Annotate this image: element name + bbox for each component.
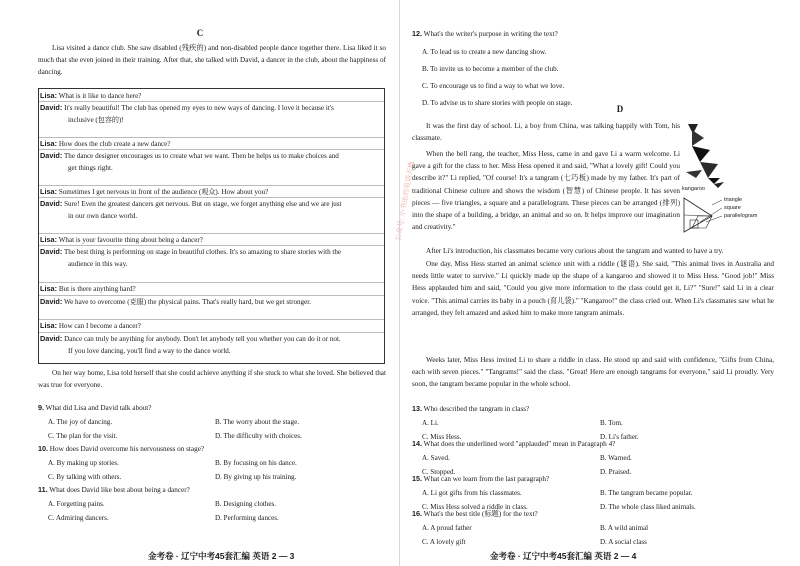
speaker-name: David: (40, 334, 63, 343)
dialogue-text: It's really beautiful! The club has opened my eyes to new ways of dancing. I love it because it's (64, 104, 334, 112)
answer-option: B. Warned. (600, 454, 632, 462)
dialogue-text-cont: If you love dancing, you'll find a way to the dance world. (68, 347, 231, 356)
passage-d-paragraph: After Li's introduction, his classmates became very curious about the tangram and wanted to have a try. (426, 247, 724, 255)
answer-option: B. Designing clothes. (215, 500, 277, 508)
dialogue-text-cont: inclusive (包容的)! (68, 116, 124, 125)
answer-option: A. To lead us to create a new dancing show. (422, 48, 547, 56)
question (412, 28, 782, 40)
watermark: 公众号: 小书虫的英语天地 (393, 160, 416, 242)
figure-label-square: square (724, 205, 741, 211)
question (38, 484, 388, 496)
right-footer: 金考卷 · 辽宁中考45套汇编 英语 2 — 4 (490, 551, 637, 561)
answer-option: C. A lovely gift (422, 538, 466, 546)
answer-option: B. The worry about the stage. (215, 418, 299, 426)
answer-option: D. Li's father. (600, 433, 639, 441)
question-number: 14. (412, 439, 422, 448)
dialogue-text: Dance can truly be anything for anybody. Don't let anybody tell you whether you can do it or not. (64, 335, 341, 343)
passage-d-paragraph: One day, Miss Hess started an animal science unit with a riddle (谜语). She said, "This animal lives in Australia and needs little water to survive." Li quickly made up the shape of a kangaroo and showed it to Miss Hess. "Good job!" Miss Hess applauded him and said, "Could you give more information to the class could get it, Li?" "Sure!" said Li in a clear voice. "This animal carries its baby in a pouch (育儿袋)." "Kangaroo!" the class cried out. When Li's classmates saw what he arranged, they felt amazed and asked him to make more tangram animals. (412, 260, 774, 317)
answer-option: B. To invite us to become a member of the club. (422, 65, 559, 73)
answer-option: B. Tom. (600, 419, 623, 427)
dialogue-turn (40, 283, 382, 295)
dialogue-text: The dance designer encourages us to create what we want. Then he helps us to make choices and (63, 152, 339, 160)
dialogue-turn (40, 246, 382, 270)
dialogue-text: How does the club create a new dance? (58, 140, 171, 148)
answer-option: D. To advise us to share stories with people on stage. (422, 99, 573, 107)
answer-option: C. Miss Hess solved a riddle in class. (422, 503, 528, 511)
question-text: What's the writer's purpose in writing the text? (423, 30, 558, 38)
speaker-name: David: (40, 151, 63, 160)
answer-option: A. The joy of dancing. (48, 418, 113, 426)
dialogue-turn (40, 150, 382, 174)
dialogue-turn (40, 320, 382, 332)
answer-option: D. Performing dances. (215, 514, 279, 522)
speaker-name: David: (40, 297, 63, 306)
answer-option: A. Forgetting pains. (48, 500, 105, 508)
figure-label-parallelogram: parallelogram (724, 213, 758, 219)
question (412, 473, 762, 485)
question-text: Who described the tangram in class? (423, 405, 530, 413)
question-text: What does the underlined word "applauded" mean in Paragraph 4? (423, 440, 616, 448)
answer-option: A. Li. (422, 419, 439, 427)
section-title-c: C (196, 28, 204, 38)
speaker-name: Lisa: (40, 321, 58, 330)
question-text: How does David overcome his nervousness on stage? (49, 445, 205, 453)
speaker-name: Lisa: (40, 284, 58, 293)
answer-option: D. Praised. (600, 468, 632, 476)
question (412, 403, 762, 415)
question-number: 11. (38, 485, 48, 494)
answer-option: C. The plan for the visit. (48, 432, 118, 440)
question-number: 13. (412, 404, 422, 413)
speaker-name: Lisa: (40, 139, 58, 148)
dialogue-text-cont: audience in this way. (68, 260, 128, 269)
kangaroo-icon (680, 120, 760, 245)
dialogue-text: How can I become a dancer? (58, 322, 141, 330)
dialogue-text-cont: get things right. (68, 164, 113, 173)
answer-option: D. The difficulty with choices. (215, 432, 302, 440)
right-page (400, 0, 800, 566)
answer-option: D. By giving up his training. (215, 473, 297, 481)
speaker-name: David: (40, 103, 63, 112)
question-number: 15. (412, 474, 422, 483)
speaker-name: Lisa: (40, 187, 58, 196)
speaker-name: Lisa: (40, 235, 58, 244)
figure-label-kangaroo: kangaroo (682, 186, 705, 192)
question (38, 402, 388, 414)
answer-option: A. Li got gifts from his classmates. (422, 489, 522, 497)
answer-option: C. By talking with others. (48, 473, 122, 481)
dialogue-turn (40, 296, 382, 308)
answer-option: D. The whole class liked animals. (600, 503, 696, 511)
question-text: What did Lisa and David talk about? (45, 404, 152, 412)
question-text: What's the best title (标题) for the text? (423, 510, 538, 518)
question (412, 438, 762, 450)
figure-label-triangle: triangle (724, 197, 743, 203)
answer-option: A. Saved. (422, 454, 450, 462)
speaker-name: Lisa: (40, 91, 58, 100)
speaker-name: David: (40, 247, 63, 256)
left-footer: 金考卷 · 辽宁中考45套汇编 英语 2 — 3 (148, 551, 295, 561)
passage-d-paragraph: When the bell rang, the teacher, Miss Hess, came in and gave Li a warm welcome. Li gave a gift for the class to her. Miss Hess opened it and said, "What a lovely gift! Could you describe it?" Li replied, "Of course! It's a tangram (七巧板) made by my father. It's part of traditional Chinese culture and shows the wisdom (智慧) of Chinese people. It has seven pieces — five triangles, a square and a parallelogram. These pieces can be arranged (排列) into the shape of a building, a bridge, an animal and so on. It helps improve our imagination and creativity." (412, 150, 680, 232)
dialogue-text: What is it like to dance here? (58, 92, 142, 100)
dialogue-text: Sure! Even the greatest dancers get nervous. But on stage, we forget anything else and we are just (64, 200, 342, 208)
tangram-kangaroo-figure (680, 120, 760, 245)
answer-option: A. A proud father (422, 524, 472, 532)
question-number: 9. (38, 403, 44, 412)
answer-option: C. Miss Hess. (422, 433, 462, 441)
dialogue-text: The best thing is performing on stage in beautiful clothes. It's so amazing to share stories with the (63, 248, 342, 256)
dialogue-turn (40, 198, 382, 222)
question (412, 508, 762, 520)
question-number: 16. (412, 509, 422, 518)
passage-d-paragraph: It was the first day of school. Li, a boy from China, was talking happily with Tom, his classmate. (412, 122, 680, 143)
question-text: What can we learn from the last paragraph? (423, 475, 550, 483)
dialogue-text: What is your favourite thing about being a dancer? (58, 236, 203, 244)
dialogue-turn (40, 102, 382, 126)
answer-option: C. Stopped. (422, 468, 456, 476)
section-title-d: D (616, 104, 624, 114)
answer-option: C. To encourage us to find a way to what we love. (422, 82, 565, 90)
question-text: What does David like best about being a dancer? (49, 486, 190, 494)
answer-option: C. Admiring dancers. (48, 514, 109, 522)
passage-c-intro: Lisa visited a dance club. She saw disabled (残疾的) and non-disabled people dance together there. Lisa liked it so much that she even joined in their training. After that, she talked with David, a dancer in the club, about the happiness of dancing. (38, 44, 386, 77)
dialogue-text: Sometimes I get nervous in front of the audience (观众). How about you? (58, 188, 269, 196)
dialogue-text: But is there anything hard? (58, 285, 136, 293)
question-number: 12. (412, 29, 422, 38)
dialogue-text-cont: in our own dance world. (68, 212, 138, 221)
speaker-name: David: (40, 199, 63, 208)
dialogue-turn (40, 333, 382, 357)
question-number: 10. (38, 444, 48, 453)
answer-option: B. By focusing on his dance. (215, 459, 297, 467)
question (38, 443, 388, 455)
answer-option: B. A wild animal (600, 524, 649, 532)
dialogue-text: We have to overcome (克服) the physical pains. That's really hard, but we get stronger. (63, 298, 311, 306)
answer-option: D. A social class (600, 538, 647, 546)
passage-d-paragraph: Weeks later, Miss Hess invited Li to share a riddle in class. He stood up and said with confidence, "Gifts from China, each with seven pieces." "Tangrams!" said the class. "Great! Here are enough tangrams for everyone," said Li proudly. Very soon, the tangram became popular in the whole school. (412, 356, 774, 389)
passage-c-outro: On her way home, Lisa told herself that she could achieve anything if she stuck to what she loved. She believed that was true for everyone. (38, 369, 386, 390)
answer-option: A. By making up stories. (48, 459, 119, 467)
answer-option: B. The tangram became popular. (600, 489, 693, 497)
